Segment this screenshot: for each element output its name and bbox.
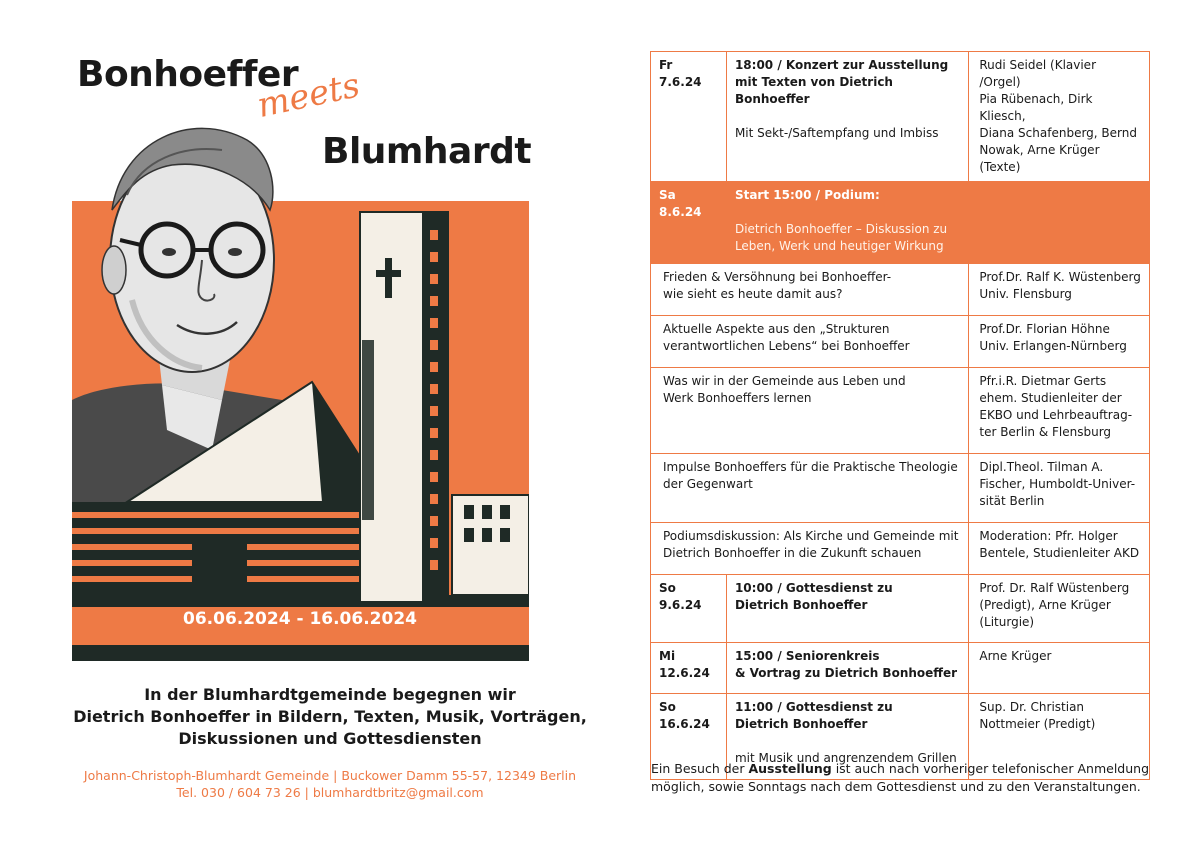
speaker-line: Arne Krüger bbox=[979, 649, 1052, 663]
speaker-line: ehem. Studienleiter der bbox=[979, 391, 1122, 405]
speaker-cell bbox=[969, 264, 1150, 316]
note-prefix: Ein Besuch der bbox=[651, 761, 749, 776]
topic-cell bbox=[651, 368, 969, 454]
topic-line: Impulse Bonhoeffers für die Praktische Theologie bbox=[663, 460, 958, 474]
day-cell: Mi 12.6.24 bbox=[651, 643, 727, 694]
note-suffix: ist auch nach vorheriger telefonischer Anmeldung möglich, sowie Sonntags nach dem Gottesdienst und zu den Veranstaltungen. bbox=[651, 761, 1150, 794]
speaker-cell bbox=[969, 52, 1150, 182]
contact-address: Johann-Christoph-Blumhardt Gemeinde | Buckower Damm 55-57, 12349 Berlin bbox=[83, 768, 577, 783]
event-note: Leben, Werk und heutiger Wirkung bbox=[734, 239, 944, 253]
event-title: 11:00 / Gottesdienst zu bbox=[734, 700, 893, 714]
speaker-line: Fischer, Humboldt-Univer- bbox=[979, 477, 1136, 491]
speaker-line: Pia Rübenach, Dirk Kliesch, bbox=[979, 92, 1093, 123]
topic-cell bbox=[651, 316, 969, 368]
day-cell: Fr 7.6.24 bbox=[651, 52, 727, 182]
speaker-line: (Liturgie) bbox=[979, 615, 1035, 629]
speaker-line: Prof.Dr. Ralf K. Wüstenberg bbox=[979, 270, 1141, 284]
speaker-line: Nowak, Arne Krüger (Texte) bbox=[979, 143, 1100, 174]
event-title: Dietrich Bonhoeffer bbox=[734, 598, 868, 612]
event-title: Start 15:00 / Podium: bbox=[734, 188, 880, 202]
speaker-cell bbox=[969, 454, 1150, 523]
speaker-line: Bentele, Studienleiter AKD bbox=[979, 546, 1140, 560]
event-cell bbox=[726, 575, 968, 643]
title-blumhardt: Blumhardt bbox=[322, 131, 532, 172]
speaker-line: Moderation: Pfr. Holger bbox=[979, 529, 1118, 543]
speaker-line: Diana Schafenberg, Bernd bbox=[979, 126, 1137, 140]
speaker-line: Rudi Seidel (Klavier /Orgel) bbox=[979, 58, 1097, 89]
speaker-line: ter Berlin & Flensburg bbox=[979, 425, 1112, 439]
event-title: 15:00 / Seniorenkreis bbox=[734, 649, 880, 663]
intro-line: Dietrich Bonhoeffer in Bildern, Texten, Musik, Vorträgen, bbox=[73, 707, 587, 726]
speaker-cell bbox=[969, 523, 1150, 575]
table-row bbox=[651, 264, 1150, 316]
title-meets: meets bbox=[253, 65, 364, 126]
day-cell: So 9.6.24 bbox=[651, 575, 727, 643]
topic-cell bbox=[651, 454, 969, 523]
topic-cell bbox=[651, 523, 969, 575]
schedule-table bbox=[650, 51, 1150, 780]
contact-info bbox=[60, 767, 600, 801]
topic-line: wie sieht es heute damit aus? bbox=[663, 287, 843, 301]
topic-line: Werk Bonhoeffers lernen bbox=[663, 391, 812, 405]
event-note: mit Musik und angrenzendem Grillen bbox=[734, 751, 957, 765]
speaker-line: sität Berlin bbox=[979, 494, 1045, 508]
speaker-line: Prof.Dr. Florian Höhne bbox=[979, 322, 1110, 336]
table-row bbox=[651, 454, 1150, 523]
topic-line: verantwortlichen Lebens“ bei Bonhoeffer bbox=[663, 339, 910, 353]
speaker-line: Sup. Dr. Christian bbox=[979, 700, 1085, 714]
event-title: mit Texten von Dietrich Bonhoeffer bbox=[734, 75, 893, 106]
topic-cell bbox=[651, 264, 969, 316]
event-cell bbox=[726, 52, 968, 182]
topic-line: Dietrich Bonhoeffer in die Zukunft schauen bbox=[663, 546, 922, 560]
event-note: Dietrich Bonhoeffer – Diskussion zu bbox=[734, 222, 948, 236]
speaker-line: Dipl.Theol. Tilman A. bbox=[979, 460, 1104, 474]
speaker-cell bbox=[969, 368, 1150, 454]
table-row bbox=[651, 316, 1150, 368]
note-bold: Ausstellung bbox=[748, 761, 832, 776]
poster-bottom-band bbox=[72, 645, 529, 661]
table-row-highlight bbox=[651, 182, 1150, 264]
speaker-line: Univ. Flensburg bbox=[979, 287, 1072, 301]
table-row bbox=[651, 368, 1150, 454]
table-row bbox=[651, 643, 1150, 694]
topic-line: Frieden & Versöhnung bei Bonhoeffer- bbox=[663, 270, 892, 284]
event-title: Dietrich Bonhoeffer bbox=[734, 717, 868, 731]
event-note: Mit Sekt-/Saftempfang und Imbiss bbox=[734, 126, 939, 140]
title-bonhoeffer: Bonhoeffer bbox=[77, 54, 299, 95]
day-cell: Sa 8.6.24 bbox=[651, 182, 727, 264]
speaker-line: EKBO und Lehrbeauftrag- bbox=[979, 408, 1133, 422]
intro-line: Diskussionen und Gottesdiensten bbox=[178, 729, 482, 748]
poster-dates: 06.06.2024 - 16.06.2024 bbox=[183, 609, 417, 629]
intro-text bbox=[60, 684, 600, 750]
speaker-cell bbox=[969, 643, 1150, 694]
poster-illustration bbox=[72, 100, 532, 661]
event-cell bbox=[726, 182, 1149, 264]
speaker-line: (Predigt), Arne Krüger bbox=[979, 598, 1111, 612]
speaker-line: Prof. Dr. Ralf Wüstenberg bbox=[979, 581, 1130, 595]
event-title: 18:00 / Konzert zur Ausstellung bbox=[734, 58, 949, 72]
exhibition-note bbox=[651, 760, 1151, 796]
topic-line: Aktuelle Aspekte aus den „Strukturen bbox=[663, 322, 890, 336]
topic-line: Podiumsdiskussion: Als Kirche und Gemeinde mit bbox=[663, 529, 959, 543]
event-title: & Vortrag zu Dietrich Bonhoeffer bbox=[734, 666, 958, 680]
speaker-cell bbox=[969, 575, 1150, 643]
topic-line: der Gegenwart bbox=[663, 477, 753, 491]
contact-phone-email: Tel. 030 / 604 73 26 | blumhardtbritz@gmail.com bbox=[176, 785, 484, 800]
day-cell: So 16.6.24 bbox=[651, 694, 727, 780]
speaker-cell bbox=[969, 316, 1150, 368]
speaker-line: Univ. Erlangen-Nürnberg bbox=[979, 339, 1127, 353]
table-row bbox=[651, 575, 1150, 643]
table-row bbox=[651, 52, 1150, 182]
intro-line: In der Blumhardtgemeinde begegnen wir bbox=[144, 685, 516, 704]
topic-line: Was wir in der Gemeinde aus Leben und bbox=[663, 374, 906, 388]
table-row bbox=[651, 523, 1150, 575]
speaker-line: Pfr.i.R. Dietmar Gerts bbox=[979, 374, 1107, 388]
event-title: 10:00 / Gottesdienst zu bbox=[734, 581, 893, 595]
speaker-line: Nottmeier (Predigt) bbox=[979, 717, 1096, 731]
event-cell bbox=[726, 643, 968, 694]
